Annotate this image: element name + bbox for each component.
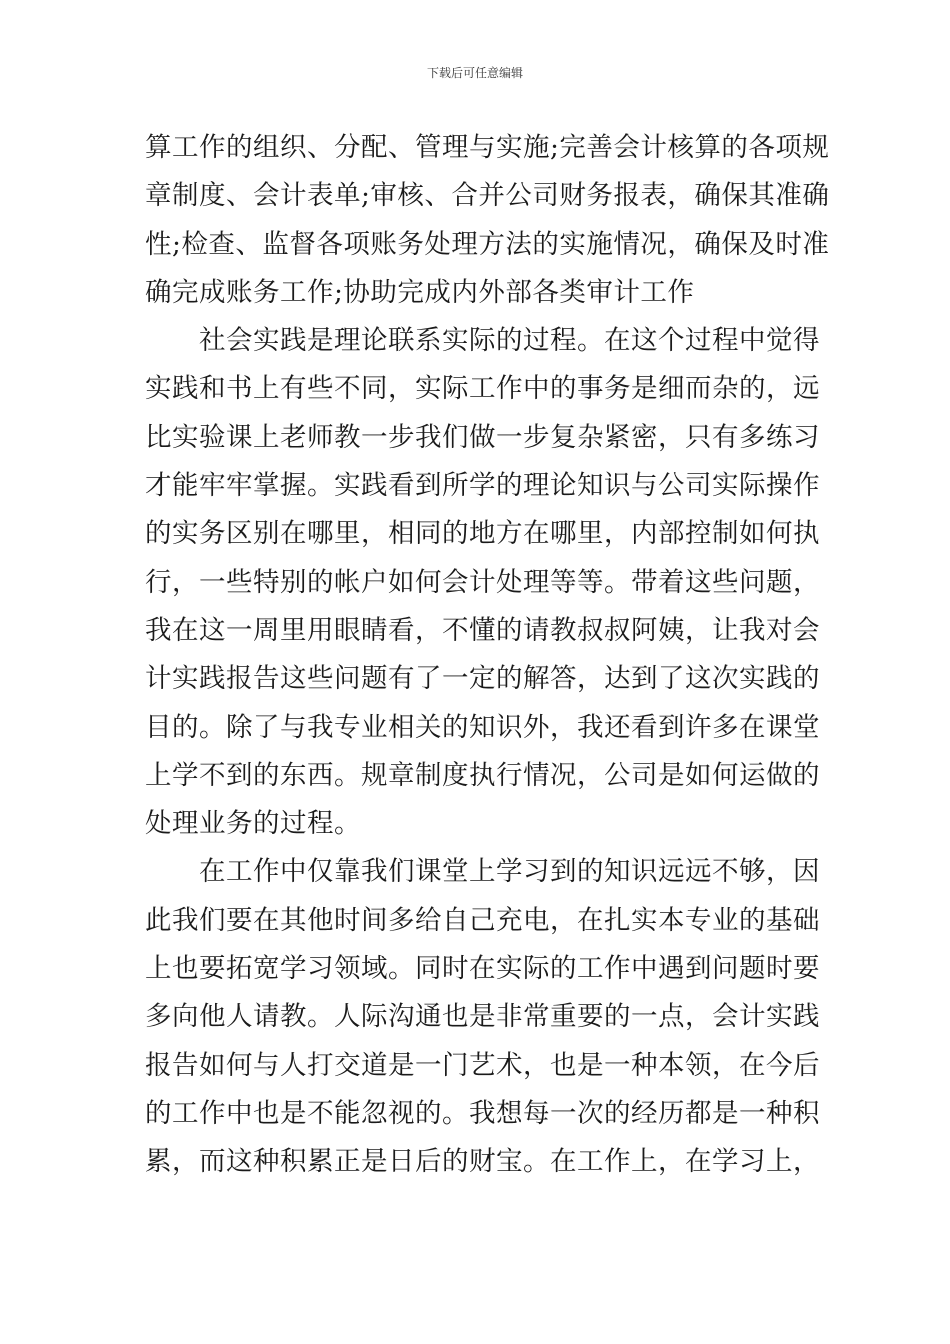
text-line: 在工作中仅靠我们课堂上学习到的知识远远不够，因: [145, 856, 820, 888]
text-line: 的工作中也是不能忽视的。我想每一次的经历都是一种积: [145, 1097, 820, 1129]
text-line: 处理业务的过程。: [145, 808, 361, 840]
text-line: 目的。除了与我专业相关的知识外，我还看到许多在课堂: [145, 711, 820, 743]
text-line: 累，而这种积累正是日后的财宝。在工作上，在学习上，: [145, 1146, 820, 1178]
text-line: 章制度、会计表单;审核、合并公司财务报表，确保其准确: [145, 180, 830, 212]
text-line: 我在这一周里用眼睛看，不懂的请教叔叔阿姨，让我对会: [145, 614, 820, 646]
text-line: 上也要拓宽学习领域。同时在实际的工作中遇到问题时要: [145, 953, 820, 985]
text-line: 实践和书上有些不同，实际工作中的事务是细而杂的，远: [145, 373, 820, 405]
page-header: 下载后可任意编辑: [426, 66, 523, 80]
text-line: 计实践报告这些问题有了一定的解答，达到了这次实践的: [145, 663, 820, 695]
text-line: 多向他人请教。人际沟通也是非常重要的一点，会计实践: [145, 1001, 820, 1033]
document-body: [145, 124, 830, 1187]
text-line: 比实验课上老师教一步我们做一步复杂紧密，只有多练习: [145, 421, 820, 453]
paragraph-2: [145, 317, 820, 848]
text-line: 行，一些特别的帐户如何会计处理等等。带着这些问题，: [145, 566, 820, 598]
text-line: 性;检查、监督各项账务处理方法的实施情况，确保及时准: [145, 228, 830, 260]
text-line: 算工作的组织、分配、管理与实施;完善会计核算的各项规: [145, 132, 830, 163]
paragraph-3: [145, 848, 820, 1186]
text-line: 确完成账务工作;协助完成内外部各类审计工作: [145, 276, 695, 308]
paragraph-1: [145, 124, 830, 317]
text-line: 社会实践是理论联系实际的过程。在这个过程中觉得: [145, 325, 820, 357]
text-line: 报告如何与人打交道是一门艺术，也是一种本领，在今后: [145, 1049, 820, 1081]
text-line: 才能牢牢掌握。实践看到所学的理论知识与公司实际操作: [145, 470, 820, 502]
text-line: 的实务区别在哪里，相同的地方在哪里，内部控制如何执: [145, 518, 820, 550]
text-line: 上学不到的东西。规章制度执行情况，公司是如何运做的: [145, 759, 820, 791]
text-line: 此我们要在其他时间多给自己充电，在扎实本专业的基础: [145, 904, 820, 936]
